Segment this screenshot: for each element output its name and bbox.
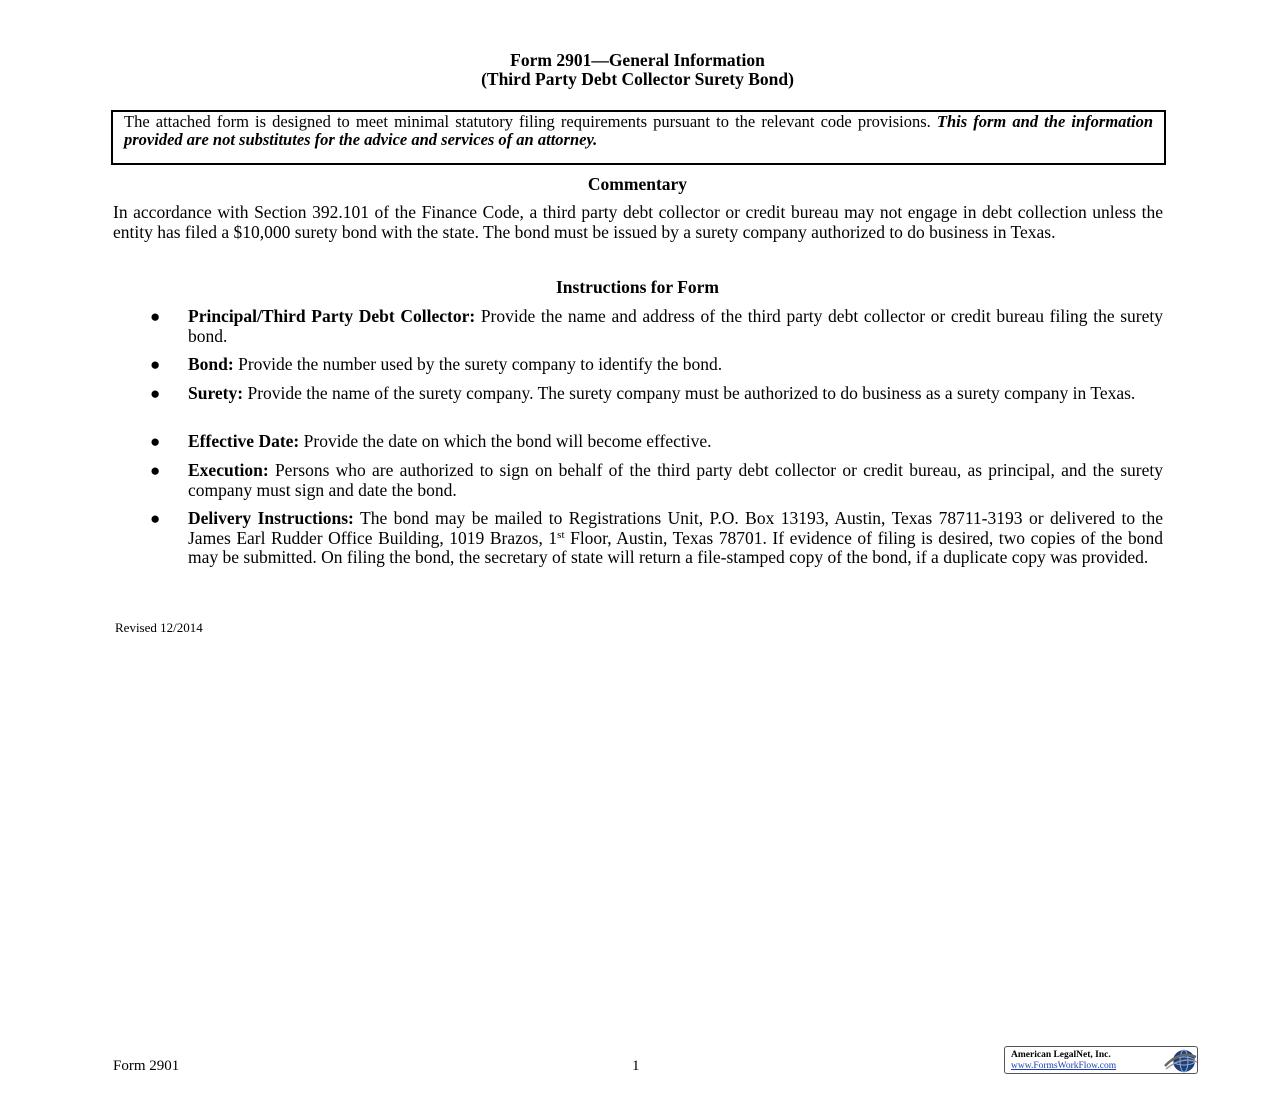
logo-website-link[interactable]: www.FormsWorkFlow.com bbox=[1011, 1061, 1117, 1071]
page-number: 1 bbox=[632, 1058, 640, 1074]
bullet-icon: ● bbox=[150, 355, 161, 374]
item-text-cont: Floor, Austin, Texas 78701. If evidence of filing is desired, two copies of the bond may be submitted. On filing the bond, the secretary of state will return a file-stamped copy of the bond, if a duplicate copy was provided. bbox=[188, 527, 1163, 567]
item-text: Provide the date on which the bond will become effective. bbox=[299, 431, 712, 451]
logo-company-name: American LegalNet, Inc. bbox=[1011, 1050, 1111, 1060]
item-label: Principal/Third Party Debt Collector: bbox=[188, 306, 476, 326]
footer-form-label: Form 2901 bbox=[113, 1058, 180, 1074]
list-item bbox=[188, 355, 1163, 375]
bullet-icon: ● bbox=[150, 461, 161, 480]
bullet-icon: ● bbox=[150, 432, 161, 451]
item-label: Execution: bbox=[188, 460, 269, 480]
revision-date: Revised 12/2014 bbox=[115, 620, 203, 635]
bullet-icon: ● bbox=[150, 307, 161, 326]
globe-icon bbox=[1162, 1048, 1198, 1074]
item-text: Persons who are authorized to sign on behalf of the third party debt collector or credit bureau, as principal, and the surety company must sign and date the bond. bbox=[188, 460, 1163, 500]
form-title: Form 2901—General Information bbox=[510, 50, 765, 70]
form-subtitle: (Third Party Debt Collector Surety Bond) bbox=[481, 69, 794, 89]
disclaimer-text: The attached form is designed to meet minimal statutory filing requirements pursuant to the relevant code provisions. bbox=[124, 112, 937, 131]
list-item bbox=[188, 461, 1163, 500]
disclaimer-emphasis: This form and the information provided are not substitutes for the advice and services of an attorney. bbox=[124, 112, 1153, 149]
list-item bbox=[188, 509, 1163, 568]
item-label: Surety: bbox=[188, 383, 244, 403]
instructions-heading: Instructions for Form bbox=[556, 277, 719, 297]
ordinal-suffix: st bbox=[557, 528, 565, 541]
item-text: Provide the number used by the surety company to identify the bond. bbox=[233, 354, 723, 374]
commentary-body: In accordance with Section 392.101 of the Finance Code, a third party debt collector or credit bureau may not engage in debt collection unless the entity has filed a $10,000 surety bond with the state. The bond must be issued by a surety company authorized to do business in Texas. bbox=[113, 202, 1163, 242]
list-item bbox=[188, 432, 1163, 452]
item-label: Bond: bbox=[188, 354, 234, 374]
list-item bbox=[188, 307, 1163, 346]
commentary-heading: Commentary bbox=[587, 174, 688, 194]
list-item bbox=[188, 384, 1163, 404]
bullet-icon: ● bbox=[150, 509, 161, 528]
publisher-logo[interactable] bbox=[1004, 1046, 1198, 1074]
item-text: Provide the name of the surety company. The surety company must be authorized to do business as a surety company in Texas. bbox=[243, 383, 1136, 403]
item-label: Effective Date: bbox=[188, 431, 300, 451]
item-text: The bond may be mailed to Registrations Unit, P.O. Box 13193, Austin, Texas 78711-3193 or delivered to the James Earl Rudder Office Building, 1019 Brazos, 1 bbox=[188, 508, 1163, 548]
item-label: Delivery Instructions: bbox=[188, 508, 354, 528]
item-text: Provide the name and address of the third party debt collector or credit bureau filing the surety bond. bbox=[188, 306, 1163, 346]
bullet-icon: ● bbox=[150, 384, 161, 403]
